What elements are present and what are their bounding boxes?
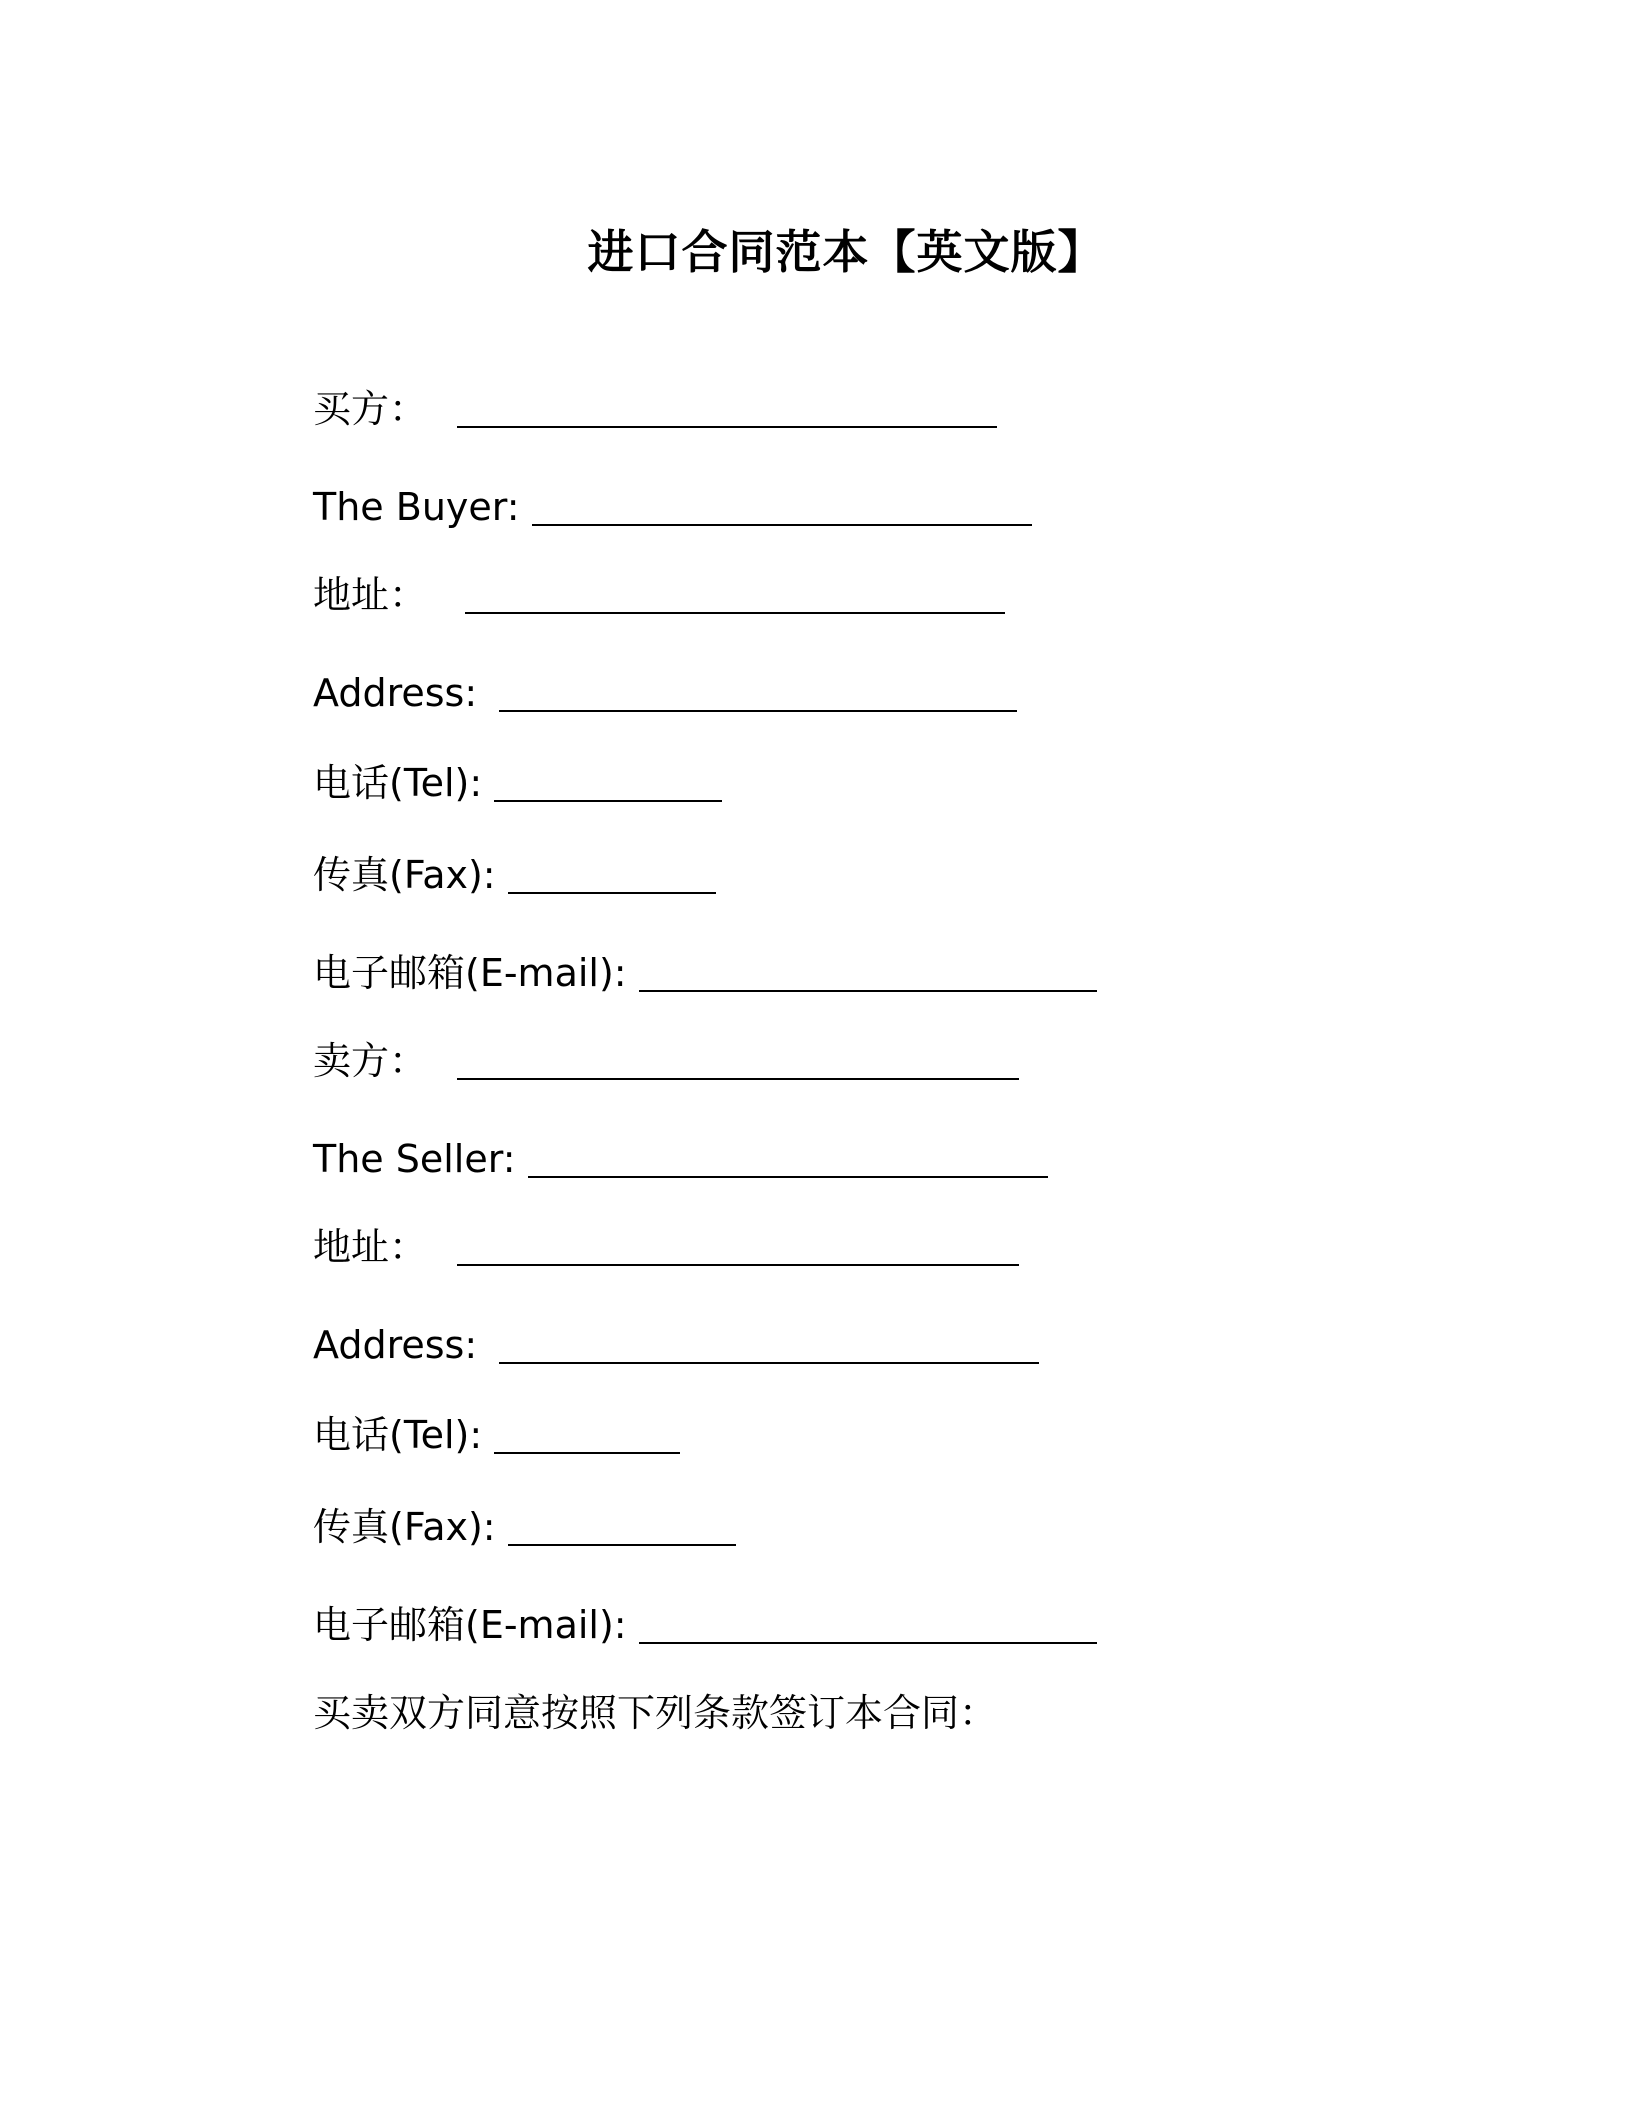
buyer-email-label: 电子邮箱(E-mail): bbox=[313, 951, 627, 995]
seller-tel-blank[interactable] bbox=[494, 1416, 680, 1454]
seller-email-blank[interactable] bbox=[639, 1606, 1097, 1644]
buyer-name-en-blank[interactable] bbox=[532, 488, 1032, 526]
agreement-statement: 买卖双方同意按照下列条款签订本合同： bbox=[313, 1691, 998, 1735]
seller-email-field bbox=[313, 1600, 1097, 1650]
seller-fax-field bbox=[313, 1502, 736, 1552]
buyer-fax-blank[interactable] bbox=[508, 856, 716, 894]
buyer-address-cn-blank[interactable] bbox=[465, 576, 1005, 614]
seller-name-en-blank[interactable] bbox=[528, 1140, 1048, 1178]
buyer-name-cn-label: 买方： bbox=[313, 387, 428, 431]
seller-address-cn-field bbox=[313, 1222, 1019, 1272]
buyer-name-en-field bbox=[313, 482, 1032, 532]
buyer-name-en-label: The Buyer: bbox=[313, 485, 520, 529]
buyer-fax-label: 传真(Fax): bbox=[313, 853, 496, 897]
buyer-address-cn-label: 地址： bbox=[313, 573, 428, 617]
buyer-address-cn-field bbox=[313, 570, 1005, 620]
seller-address-cn-label: 地址： bbox=[313, 1225, 428, 1269]
buyer-address-en-blank[interactable] bbox=[499, 674, 1017, 712]
buyer-address-en-field bbox=[313, 668, 1017, 718]
buyer-tel-blank[interactable] bbox=[494, 764, 722, 802]
buyer-address-en-label: Address: bbox=[313, 671, 478, 715]
seller-fax-blank[interactable] bbox=[508, 1508, 736, 1546]
seller-address-en-blank[interactable] bbox=[499, 1326, 1039, 1364]
seller-address-en-field bbox=[313, 1320, 1039, 1370]
buyer-name-cn-blank[interactable] bbox=[457, 390, 997, 428]
buyer-email-blank[interactable] bbox=[639, 954, 1097, 992]
seller-name-en-field bbox=[313, 1134, 1048, 1184]
seller-name-en-label: The Seller: bbox=[313, 1137, 516, 1181]
buyer-fax-field bbox=[313, 850, 716, 900]
seller-address-en-label: Address: bbox=[313, 1323, 478, 1367]
seller-fax-label: 传真(Fax): bbox=[313, 1505, 496, 1549]
buyer-tel-label: 电话(Tel): bbox=[313, 761, 483, 805]
buyer-name-cn-field bbox=[313, 384, 997, 434]
document-title: 进口合同范本【英文版】 bbox=[587, 225, 1105, 279]
seller-name-cn-label: 卖方： bbox=[313, 1039, 428, 1083]
seller-email-label: 电子邮箱(E-mail): bbox=[313, 1603, 627, 1647]
seller-tel-field bbox=[313, 1410, 680, 1460]
seller-address-cn-blank[interactable] bbox=[457, 1228, 1019, 1266]
seller-tel-label: 电话(Tel): bbox=[313, 1413, 483, 1457]
buyer-email-field bbox=[313, 948, 1097, 998]
buyer-tel-field bbox=[313, 758, 722, 808]
seller-name-cn-field bbox=[313, 1036, 1019, 1086]
seller-name-cn-blank[interactable] bbox=[457, 1042, 1019, 1080]
